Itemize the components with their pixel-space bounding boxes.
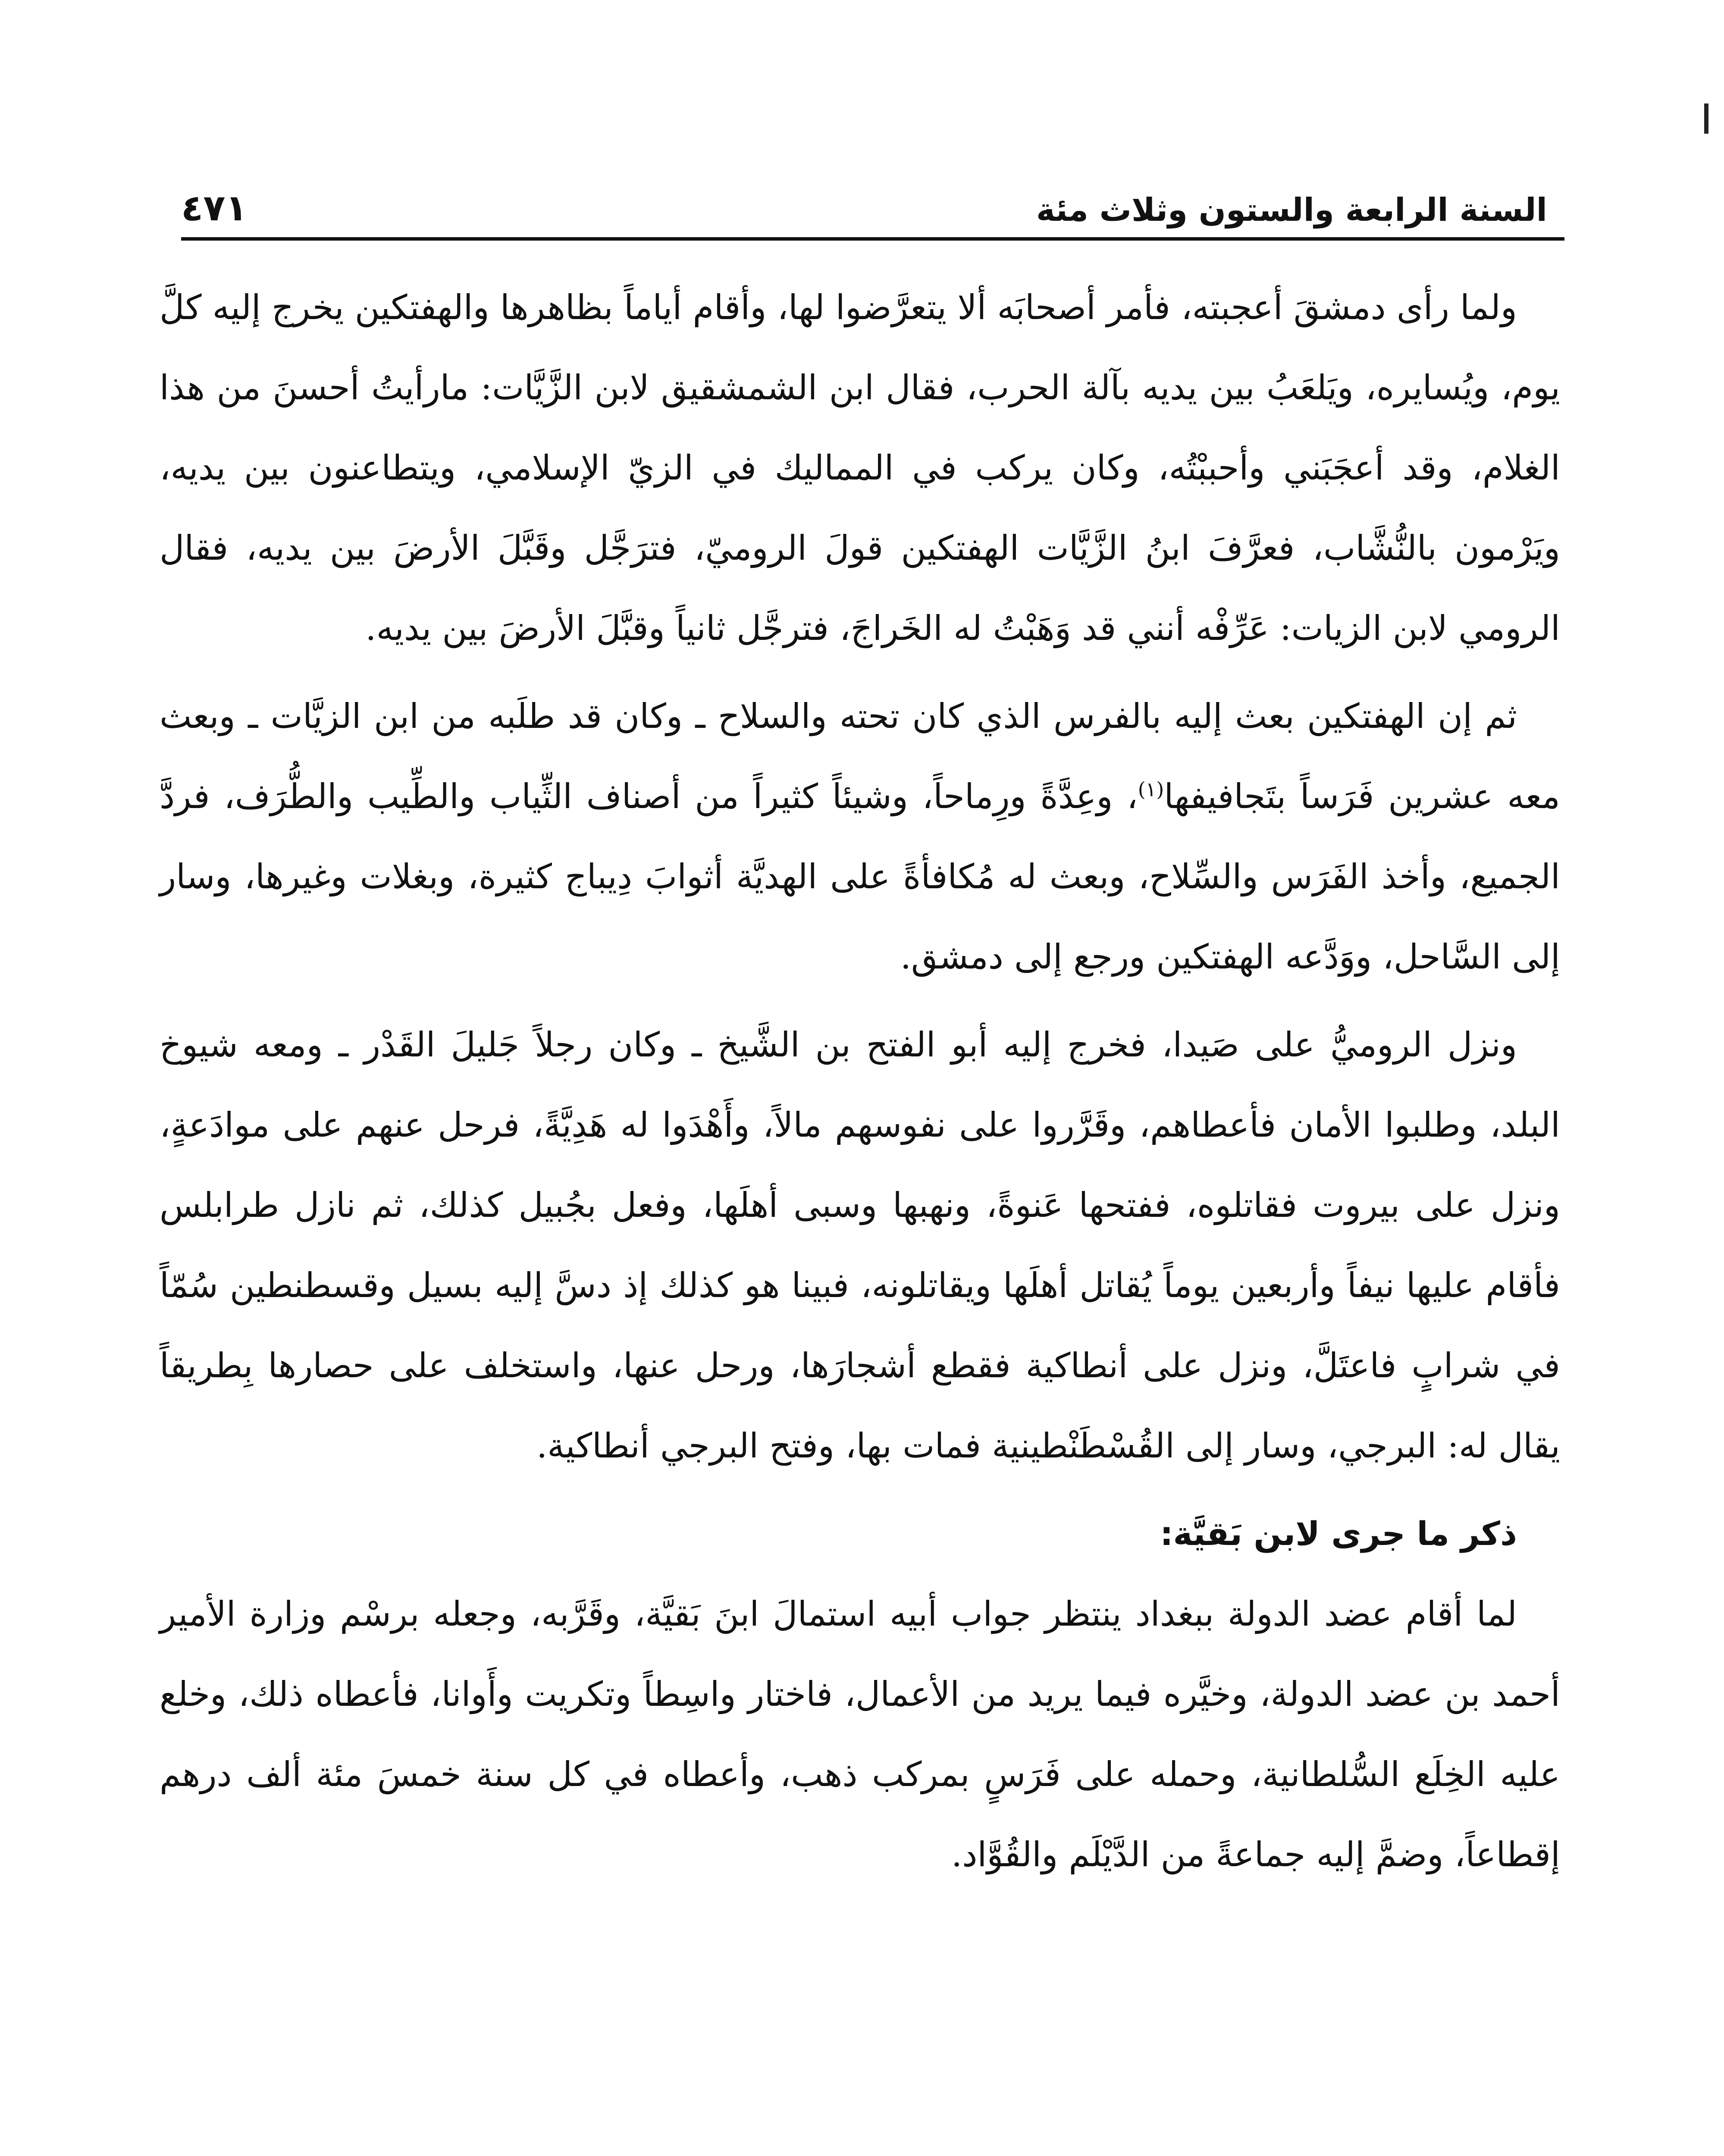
paragraph-3: ونزل الروميُّ على صَيدا، فخرج إليه أبو الفتح بن الشَّيخ ـ وكان رجلاً جَليلَ القَدْر ـ ومعه شيوخ البلد، وطلبوا الأمان فأعطاهم، وقَرَّروا على نفوسهم مالاً، وأَهْدَوا له هَدِيَّةً، فرحل عنهم على موادَعةٍ، ونزل على بيروت فقاتلوه، ففتحها عَنوةً، ونهبها وسبى أهلَها، وفعل بجُبيل كذلك، ثم نازل طرابلس فأقام عليها نيفاً وأربعين يوماً يُقاتل أهلَها ويقاتلونه، فبينا هو كذلك إذ دسَّ إليه بسيل وقسطنطين سُمّاً في شرابٍ فاعتَلَّ، ونزل على أنطاكية فقطع أشجارَها، ورحل عنها، واستخلف على حصارها بِطريقاً يقال له: البرجي، وسار إلى القُسْطَنْطينية فمات بها، وفتح البرجي أنطاكية. bbox=[160, 1025, 1560, 1466]
page-body bbox=[160, 267, 1560, 1895]
paragraph-2-text-a: ثم إن الهفتكين بعث إليه بالفرس الذي كان تحته والسلاح ـ وكان قد طلَبه من ابن الزيَّات ـ وبعث معه عشرين فَرَساً بتَجافيفها bbox=[160, 696, 1560, 816]
scan-margin-mark bbox=[1704, 103, 1708, 134]
section-heading: ذكر ما جرى لابن بَقيَّة: bbox=[1160, 1514, 1517, 1553]
footnote-reference: (١) bbox=[1138, 777, 1164, 801]
paragraph-2-text-b: ، وعِدَّةً ورِماحاً، وشيئاً كثيراً من أصناف الثِّياب والطِّيب والطُّرَف، فردَّ الجميع، وأخذ الفَرَس والسِّلاح، وبعث له مُكافأةً على الهديَّة أثوابَ دِيباج كثيرة، وبغلات وغيرها، وسار إلى السَّاحل، ووَدَّعه الهفتكين ورجع إلى دمشق. bbox=[160, 777, 1560, 977]
paragraph-2 bbox=[160, 676, 1560, 997]
paragraph-4: لما أقام عضد الدولة ببغداد ينتظر جواب أبيه استمالَ ابنَ بَقيَّة، وقَرَّبه، وجعله برسْم وزارة الأمير أحمد بن عضد الدولة، وخيَّره فيما يريد من الأعمال، فاختار واسِطاً وتكريت وأَوانا، فأعطاه ذلك، وخلع عليه الخِلَع السُّلطانية، وحمله على فَرَسٍ بمركب ذهب، وأعطاه في كل سنة خمسَ مئة ألف درهم إقطاعاً، وضمَّ إليه جماعةً من الدَّيْلَم والقُوَّاد. bbox=[160, 1594, 1560, 1874]
header-rule bbox=[181, 237, 1564, 241]
running-title: السنة الرابعة والستون وثلاث مئة bbox=[1036, 191, 1547, 229]
paragraph-1: ولما رأى دمشقَ أعجبته، فأمر أصحابَه ألا يتعرَّضوا لها، وأقام أياماً بظاهرها والهفتكين يخرج إليه كلَّ يوم، ويُسايره، ويَلعَبُ بين يديه بآلة الحرب، فقال ابن الشمشقيق لابن الزَّيَّات: مارأيتُ أحسنَ من هذا الغلام، وقد أعجَبَني وأحببْتُه، وكان يركب في المماليك في الزيّ الإسلامي، ويتطاعنون بين يديه، ويَرْمون بالنُّشَّاب، فعرَّفَ ابنُ الزَّيَّات الهفتكين قولَ الروميّ، فترَجَّل وقَبَّلَ الأرضَ بين يديه، فقال الرومي لابن الزيات: عَرِّفْه أنني قد وَهَبْتُ له الخَراجَ، فترجَّل ثانياً وقبَّلَ الأرضَ بين يديه. bbox=[160, 288, 1560, 648]
page-header bbox=[181, 172, 1547, 237]
page-number: ٤٧١ bbox=[181, 187, 248, 229]
